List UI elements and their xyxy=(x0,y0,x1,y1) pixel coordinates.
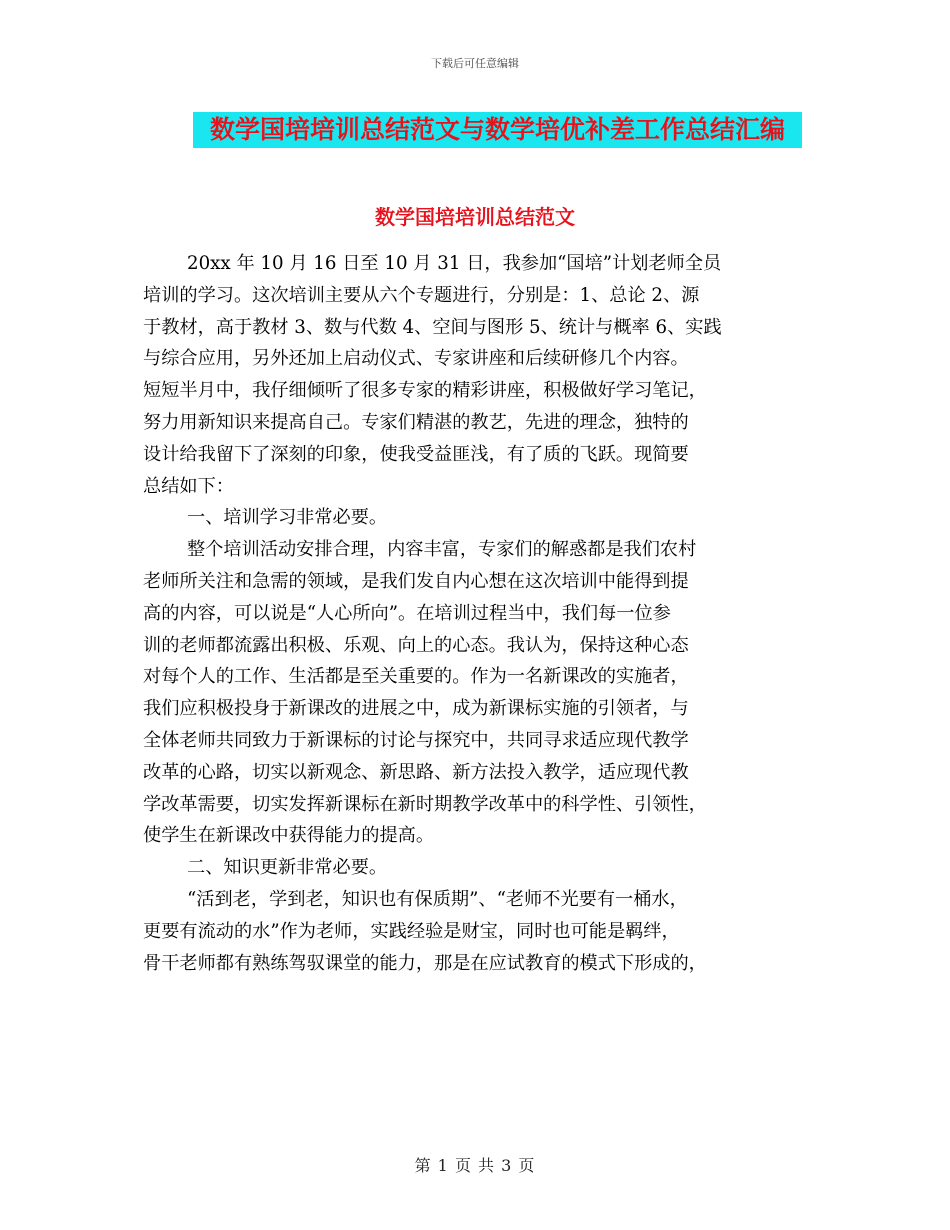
paragraph-line: 我们应积极投身于新课改的进展之中，成为新课标实施的引领者，与 xyxy=(143,698,689,720)
heading-line: 二、知识更新非常必要。 xyxy=(187,857,388,879)
section-title: 数学国培培训总结范文 xyxy=(375,205,575,229)
paragraph-line: 更要有流动的水”作为老师，实践经验是财宝，同时也可能是羁绊， xyxy=(143,920,680,942)
paragraph-line: 学改革需要，切实发挥新课标在新时期教学改革中的科学性、引领性， xyxy=(143,793,707,815)
paragraph-line: 短短半月中，我仔细倾听了很多专家的精彩讲座，积极做好学习笔记， xyxy=(143,380,707,402)
paragraph-line: 使学生在新课改中获得能力的提高。 xyxy=(143,825,435,847)
paragraph-line: 于教材，高于教材 3、数与代数 4、空间与图形 5、统计与概率 6、实践 xyxy=(143,316,722,338)
page-header-note: 下载后可任意编辑 xyxy=(431,57,519,70)
paragraph-line: 改革的心路，切实以新观念、新思路、新方法投入教学，适应现代教 xyxy=(143,761,689,783)
paragraph-line: 高的内容，可以说是“人心所向”。在培训过程当中，我们每一位参 xyxy=(143,602,671,624)
paragraph-line: 老师所关注和急需的领域，是我们发自内心想在这次培训中能得到提 xyxy=(143,570,689,592)
page-number: 第 1 页 共 3 页 xyxy=(414,1156,536,1175)
paragraph-line: 努力用新知识来提高自己。专家们精湛的教艺，先进的理念，独特的 xyxy=(143,411,689,433)
paragraph-line: 整个培训活动安排合理，内容丰富，专家们的解惑都是我们农村 xyxy=(187,539,697,561)
paragraph-line: 培训的学习。这次培训主要从六个专题进行，分别是：1、总论 2、源 xyxy=(143,284,700,306)
paragraph-line: 总结如下： xyxy=(143,475,234,497)
paragraph-line: 全体老师共同致力于新课标的讨论与探究中，共同寻求适应现代教学 xyxy=(143,729,689,751)
paragraph-line: 骨干老师都有熟练驾驭课堂的能力，那是在应试教育的模式下形成的， xyxy=(143,952,707,974)
paragraph-line: 对每个人的工作、生活都是至关重要的。作为一名新课改的实施者， xyxy=(143,666,689,688)
body-text xyxy=(143,248,813,979)
paragraph-line: “活到老，学到老，知识也有保质期”、“老师不光要有一桶水， xyxy=(187,888,688,910)
paragraph-line: 20xx 年 10 月 16 日至 10 月 31 日，我参加“国培”计划老师全员 xyxy=(187,253,722,274)
heading-line: 一、培训学习非常必要。 xyxy=(187,507,388,529)
paragraph-line: 训的老师都流露出积极、乐观、向上的心态。我认为，保持这种心态 xyxy=(143,634,689,656)
document-title: 数学国培培训总结范文与数学培优补差工作总结汇编 xyxy=(193,112,802,148)
paragraph-line: 设计给我留下了深刻的印象，使我受益匪浅，有了质的飞跃。现简要 xyxy=(143,443,689,465)
paragraph-line: 与综合应用，另外还加上启动仪式、专家讲座和后续研修几个内容。 xyxy=(143,348,689,370)
